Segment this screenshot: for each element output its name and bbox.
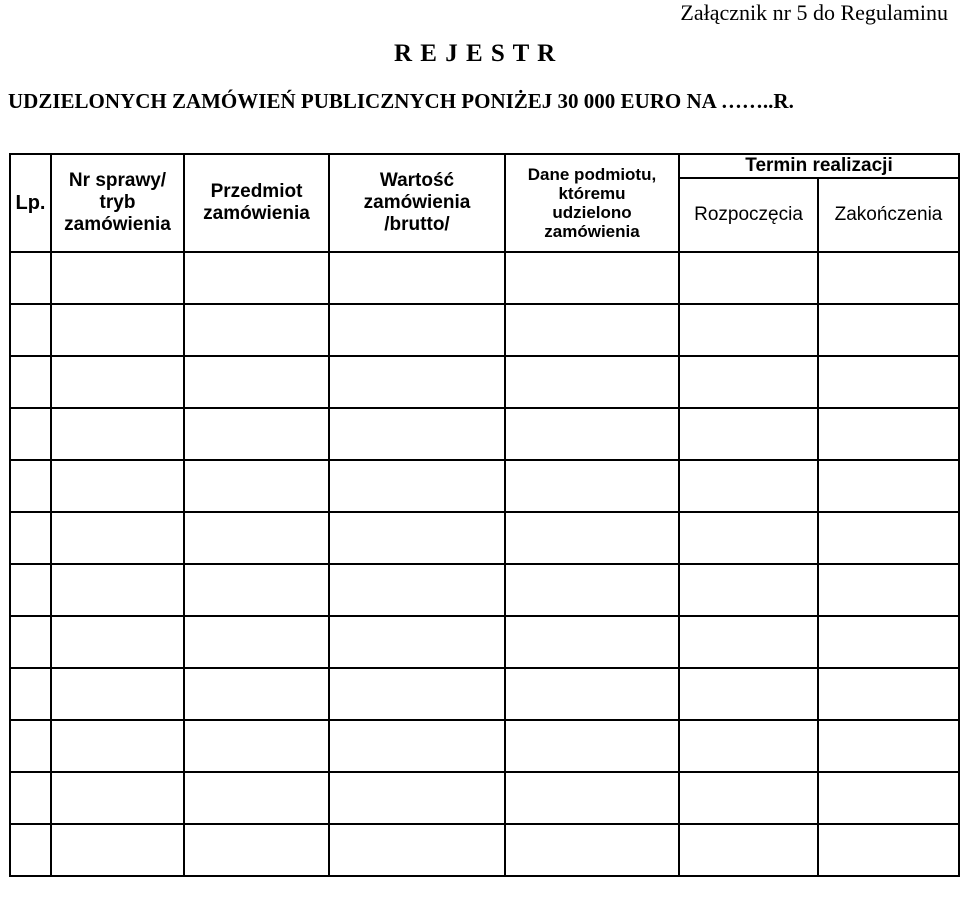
- table-cell: [51, 720, 184, 772]
- table-cell: [818, 616, 959, 668]
- table-cell: [51, 616, 184, 668]
- table-row: [10, 616, 959, 668]
- table-cell: [679, 564, 818, 616]
- table-cell: [10, 720, 51, 772]
- table-cell: [51, 408, 184, 460]
- table-cell: [10, 252, 51, 304]
- table-cell: [329, 564, 505, 616]
- table-cell: [505, 668, 679, 720]
- table-cell: [818, 408, 959, 460]
- register-subtitle: UDZIELONYCH ZAMÓWIEŃ PUBLICZNYCH PONIŻEJ 30 000 EURO NA ……..R.: [8, 89, 794, 113]
- table-cell: [329, 616, 505, 668]
- header-case-line: zamówienia: [64, 214, 171, 235]
- table-cell: [51, 460, 184, 512]
- table-row: [10, 824, 959, 876]
- header-case-number: [51, 154, 184, 252]
- header-term: Termin realizacji: [679, 154, 959, 178]
- table-cell: [679, 772, 818, 824]
- table-cell: [184, 772, 329, 824]
- table-cell: [679, 304, 818, 356]
- table-cell: [51, 772, 184, 824]
- table-cell: [679, 824, 818, 876]
- table-cell: [10, 304, 51, 356]
- header-lp: Lp.: [10, 154, 51, 252]
- table-cell: [818, 564, 959, 616]
- table-cell: [329, 512, 505, 564]
- table-cell: [10, 772, 51, 824]
- table-row: [10, 304, 959, 356]
- table-cell: [184, 356, 329, 408]
- table-cell: [10, 512, 51, 564]
- table-cell: [10, 460, 51, 512]
- table-cell: [329, 720, 505, 772]
- header-subject-line: Przedmiot: [210, 181, 303, 202]
- table-cell: [679, 720, 818, 772]
- table-cell: [505, 720, 679, 772]
- table-cell: [505, 564, 679, 616]
- register-rows: [10, 252, 959, 876]
- header-contractor-line: zamówienia: [544, 222, 640, 241]
- table-cell: [51, 824, 184, 876]
- table-row: [10, 252, 959, 304]
- table-cell: [505, 304, 679, 356]
- header-contractor-line: udzielono: [552, 203, 632, 222]
- table-cell: [329, 408, 505, 460]
- table-cell: [10, 408, 51, 460]
- table-cell: [10, 356, 51, 408]
- table-cell: [329, 772, 505, 824]
- table-cell: [51, 512, 184, 564]
- table-cell: [329, 356, 505, 408]
- table-cell: [505, 252, 679, 304]
- annex-label: Załącznik nr 5 do Regulaminu: [680, 0, 948, 25]
- table-cell: [818, 668, 959, 720]
- table-cell: [679, 252, 818, 304]
- header-value: [329, 154, 505, 252]
- table-cell: [184, 512, 329, 564]
- header-subject: [184, 154, 329, 252]
- table-cell: [10, 824, 51, 876]
- table-cell: [184, 252, 329, 304]
- table-cell: [505, 356, 679, 408]
- table-row: [10, 356, 959, 408]
- header-value-line: Wartość: [379, 170, 455, 191]
- table-cell: [184, 616, 329, 668]
- table-cell: [329, 824, 505, 876]
- table-cell: [679, 512, 818, 564]
- table-cell: [679, 356, 818, 408]
- table-cell: [51, 564, 184, 616]
- table-cell: [679, 668, 818, 720]
- table-row: [10, 720, 959, 772]
- table-cell: [184, 304, 329, 356]
- table-cell: [184, 564, 329, 616]
- table-cell: [329, 252, 505, 304]
- header-case-line: tryb: [99, 192, 136, 213]
- table-row: [10, 460, 959, 512]
- header-contractor-line: któremu: [558, 184, 626, 203]
- table-cell: [184, 460, 329, 512]
- table-cell: [51, 356, 184, 408]
- table-cell: [505, 824, 679, 876]
- table-cell: [818, 824, 959, 876]
- header-start: Rozpoczęcia: [679, 178, 818, 252]
- table-cell: [505, 408, 679, 460]
- header-contractor-line: Dane podmiotu,: [527, 165, 657, 184]
- table-cell: [505, 772, 679, 824]
- table-cell: [818, 460, 959, 512]
- table-cell: [184, 668, 329, 720]
- table-row: [10, 772, 959, 824]
- table-cell: [505, 512, 679, 564]
- table-cell: [818, 512, 959, 564]
- table-cell: [329, 668, 505, 720]
- table-row: [10, 564, 959, 616]
- table-cell: [10, 616, 51, 668]
- table-cell: [505, 616, 679, 668]
- header-value-line: /brutto/: [384, 214, 450, 235]
- table-cell: [818, 304, 959, 356]
- table-cell: [818, 720, 959, 772]
- table-cell: [184, 824, 329, 876]
- table-row: [10, 512, 959, 564]
- table-cell: [184, 408, 329, 460]
- table-cell: [10, 668, 51, 720]
- table-cell: [505, 460, 679, 512]
- table-cell: [329, 460, 505, 512]
- table-cell: [679, 460, 818, 512]
- table-cell: [51, 252, 184, 304]
- header-value-line: zamówienia: [363, 192, 471, 213]
- table-cell: [184, 720, 329, 772]
- header-subject-line: zamówienia: [203, 203, 310, 224]
- table-row: [10, 668, 959, 720]
- register-title: R E J E S T R: [394, 40, 557, 67]
- table-row: [10, 408, 959, 460]
- table-cell: [818, 356, 959, 408]
- header-contractor: [505, 154, 679, 252]
- table-cell: [51, 304, 184, 356]
- table-cell: [679, 408, 818, 460]
- table-cell: [10, 564, 51, 616]
- table-cell: [51, 668, 184, 720]
- table-cell: [818, 772, 959, 824]
- table-cell: [818, 252, 959, 304]
- table-cell: [679, 616, 818, 668]
- header-end: Zakończenia: [818, 178, 959, 252]
- header-case-line: Nr sprawy/: [68, 170, 167, 191]
- register-table: [9, 153, 960, 877]
- table-cell: [329, 304, 505, 356]
